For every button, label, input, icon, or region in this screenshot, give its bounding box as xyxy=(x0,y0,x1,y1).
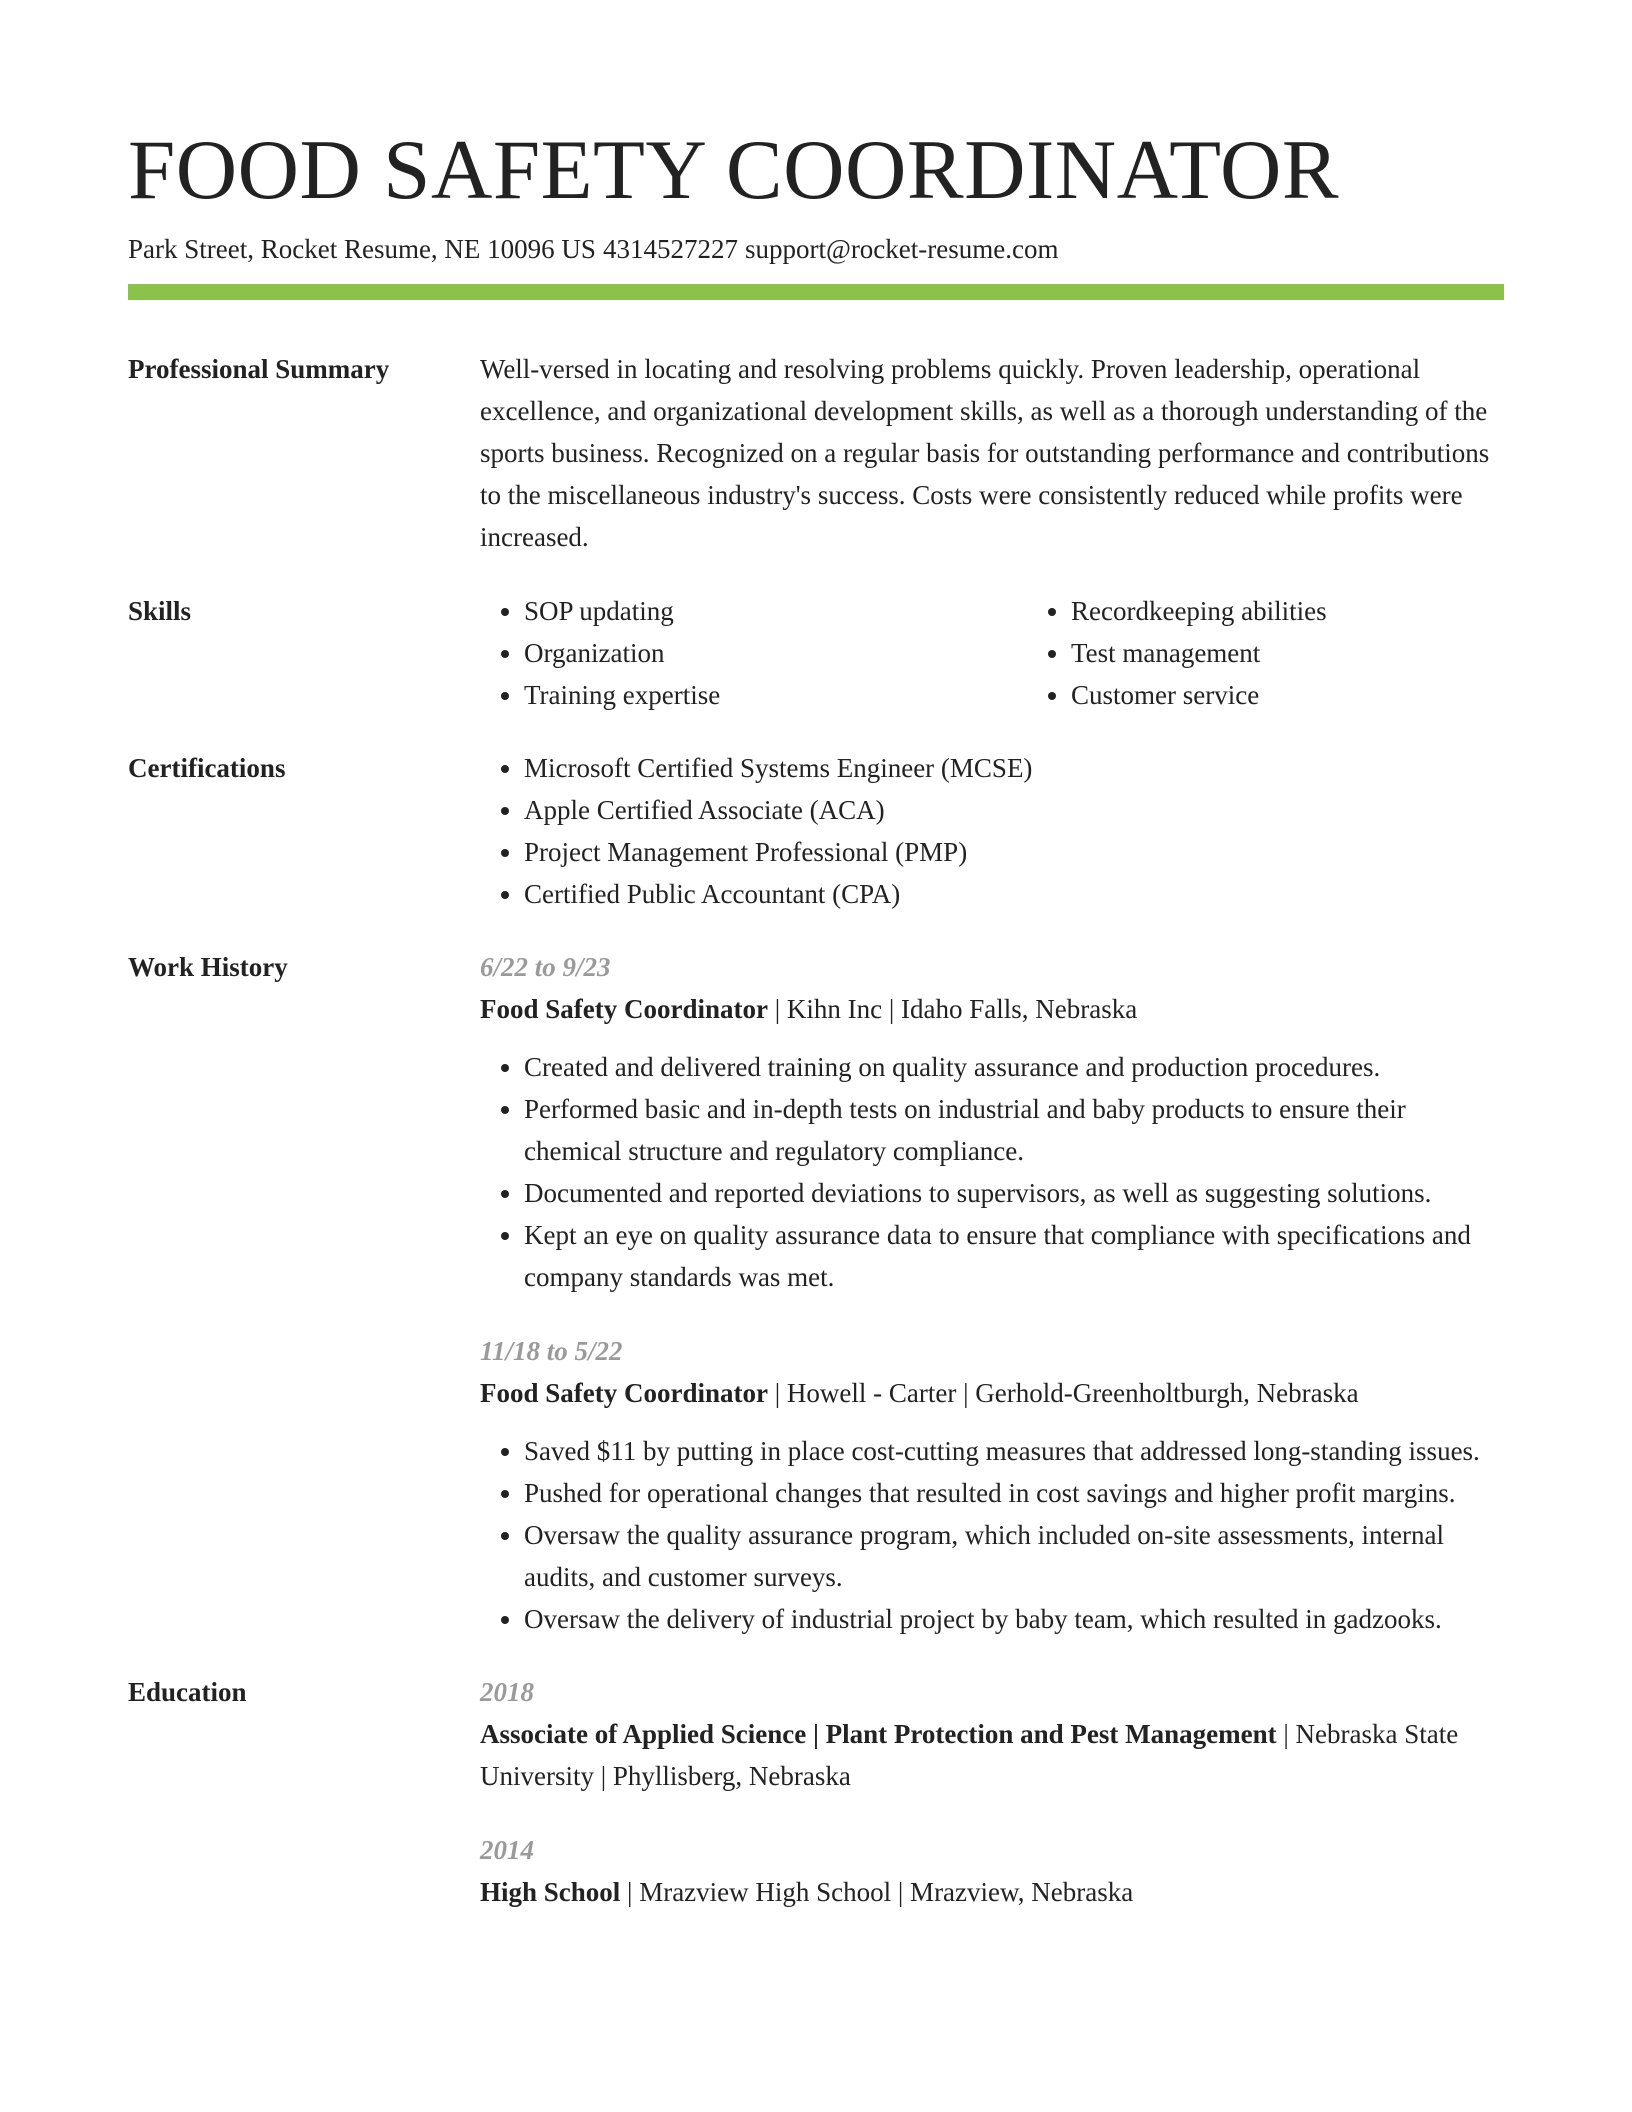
skill-item: • Test management xyxy=(1071,632,1504,674)
job-bullet: • Documented and reported deviations to supervisors, as well as suggesting solutions. xyxy=(524,1172,1504,1214)
job-details: | Howell - Carter | Gerhold-Greenholtburgh, Nebraska xyxy=(767,1378,1359,1408)
summary-section xyxy=(128,348,1504,558)
education-degree: High School xyxy=(480,1877,621,1907)
job-bullets xyxy=(480,1046,1504,1298)
certifications-heading: Certifications xyxy=(128,753,286,783)
job-role-line xyxy=(480,988,1504,1030)
resume-page xyxy=(128,120,1504,1913)
certification-item: • Certified Public Accountant (CPA) xyxy=(524,873,1504,915)
job-role-line xyxy=(480,1372,1504,1414)
resume-title: FOOD SAFETY COORDINATOR xyxy=(128,123,1340,217)
job-bullet: • Performed basic and in-depth tests on industrial and baby products to ensure their chemical structure and regulatory compliance. xyxy=(524,1088,1504,1172)
skill-item: • Recordkeeping abilities xyxy=(1071,590,1504,632)
skills-heading: Skills xyxy=(128,596,192,626)
skills-column-2 xyxy=(1027,590,1504,716)
education-line xyxy=(480,1713,1504,1797)
job-dates: 11/18 to 5/22 xyxy=(480,1336,623,1366)
contact-email: support@rocket-resume.com xyxy=(744,234,1059,264)
education-details: | Nebraska State University | Phyllisberg, Nebraska xyxy=(480,1719,1459,1791)
skill-item: • Training expertise xyxy=(524,674,1027,716)
job-bullet: • Oversaw the quality assurance program, which included on-site assessments, internal audits, and customer surveys. xyxy=(524,1514,1504,1598)
skill-item: • Customer service xyxy=(1071,674,1504,716)
job-entry xyxy=(480,1330,1504,1640)
job-bullet: • Pushed for operational changes that resulted in cost savings and higher profit margins. xyxy=(524,1472,1504,1514)
job-bullet: • Saved $11 by putting in place cost-cutting measures that addressed long-standing issues. xyxy=(524,1430,1504,1472)
job-bullet: • Oversaw the delivery of industrial project by baby team, which resulted in gadzooks. xyxy=(524,1598,1504,1640)
job-entry xyxy=(480,946,1504,1298)
education-heading: Education xyxy=(128,1677,247,1707)
job-title: Food Safety Coordinator xyxy=(480,1378,768,1408)
contact-line xyxy=(128,230,1504,268)
skills-column-1 xyxy=(480,590,1027,716)
job-bullet: • Created and delivered training on quality assurance and production procedures. xyxy=(524,1046,1504,1088)
education-year: 2014 xyxy=(480,1835,534,1865)
education-entry xyxy=(480,1829,1504,1913)
work-history-section xyxy=(128,946,1504,1640)
summary-heading: Professional Summary xyxy=(128,354,390,384)
education-section xyxy=(128,1671,1504,1913)
education-details: | Mrazview High School | Mrazview, Nebraska xyxy=(620,1877,1134,1907)
contact-address: Park Street, Rocket Resume, NE 10096 US xyxy=(128,234,596,264)
certifications-section xyxy=(128,747,1504,915)
header-divider xyxy=(128,284,1504,300)
education-line xyxy=(480,1871,1504,1913)
education-degree: Associate of Applied Science | Plant Protection and Pest Management xyxy=(480,1719,1277,1749)
contact-phone: 4314527227 xyxy=(602,234,738,264)
certification-item: • Microsoft Certified Systems Engineer (MCSE) xyxy=(524,747,1504,789)
skill-item: • SOP updating xyxy=(524,590,1027,632)
job-bullets xyxy=(480,1430,1504,1640)
education-year: 2018 xyxy=(480,1677,534,1707)
certification-item: • Apple Certified Associate (ACA) xyxy=(524,789,1504,831)
certification-item: • Project Management Professional (PMP) xyxy=(524,831,1504,873)
job-details: | Kihn Inc | Idaho Falls, Nebraska xyxy=(767,994,1138,1024)
skills-section xyxy=(128,590,1504,716)
work-history-heading: Work History xyxy=(128,952,288,982)
education-entry xyxy=(480,1671,1504,1797)
skill-item: • Organization xyxy=(524,632,1027,674)
certifications-list xyxy=(480,747,1504,915)
summary-text: Well-versed in locating and resolving problems quickly. Proven leadership, operational excellence, and organizational development skills, as well as a thorough understanding of the sports business. Recognized on a regular basis for outstanding performance and contributions to the miscellaneous industry's success. Costs were consistently reduced while profits were increased. xyxy=(480,354,1490,552)
job-title: Food Safety Coordinator xyxy=(480,994,768,1024)
job-bullet: • Kept an eye on quality assurance data to ensure that compliance with specifications and company standards was met. xyxy=(524,1214,1504,1298)
job-dates: 6/22 to 9/23 xyxy=(480,952,611,982)
